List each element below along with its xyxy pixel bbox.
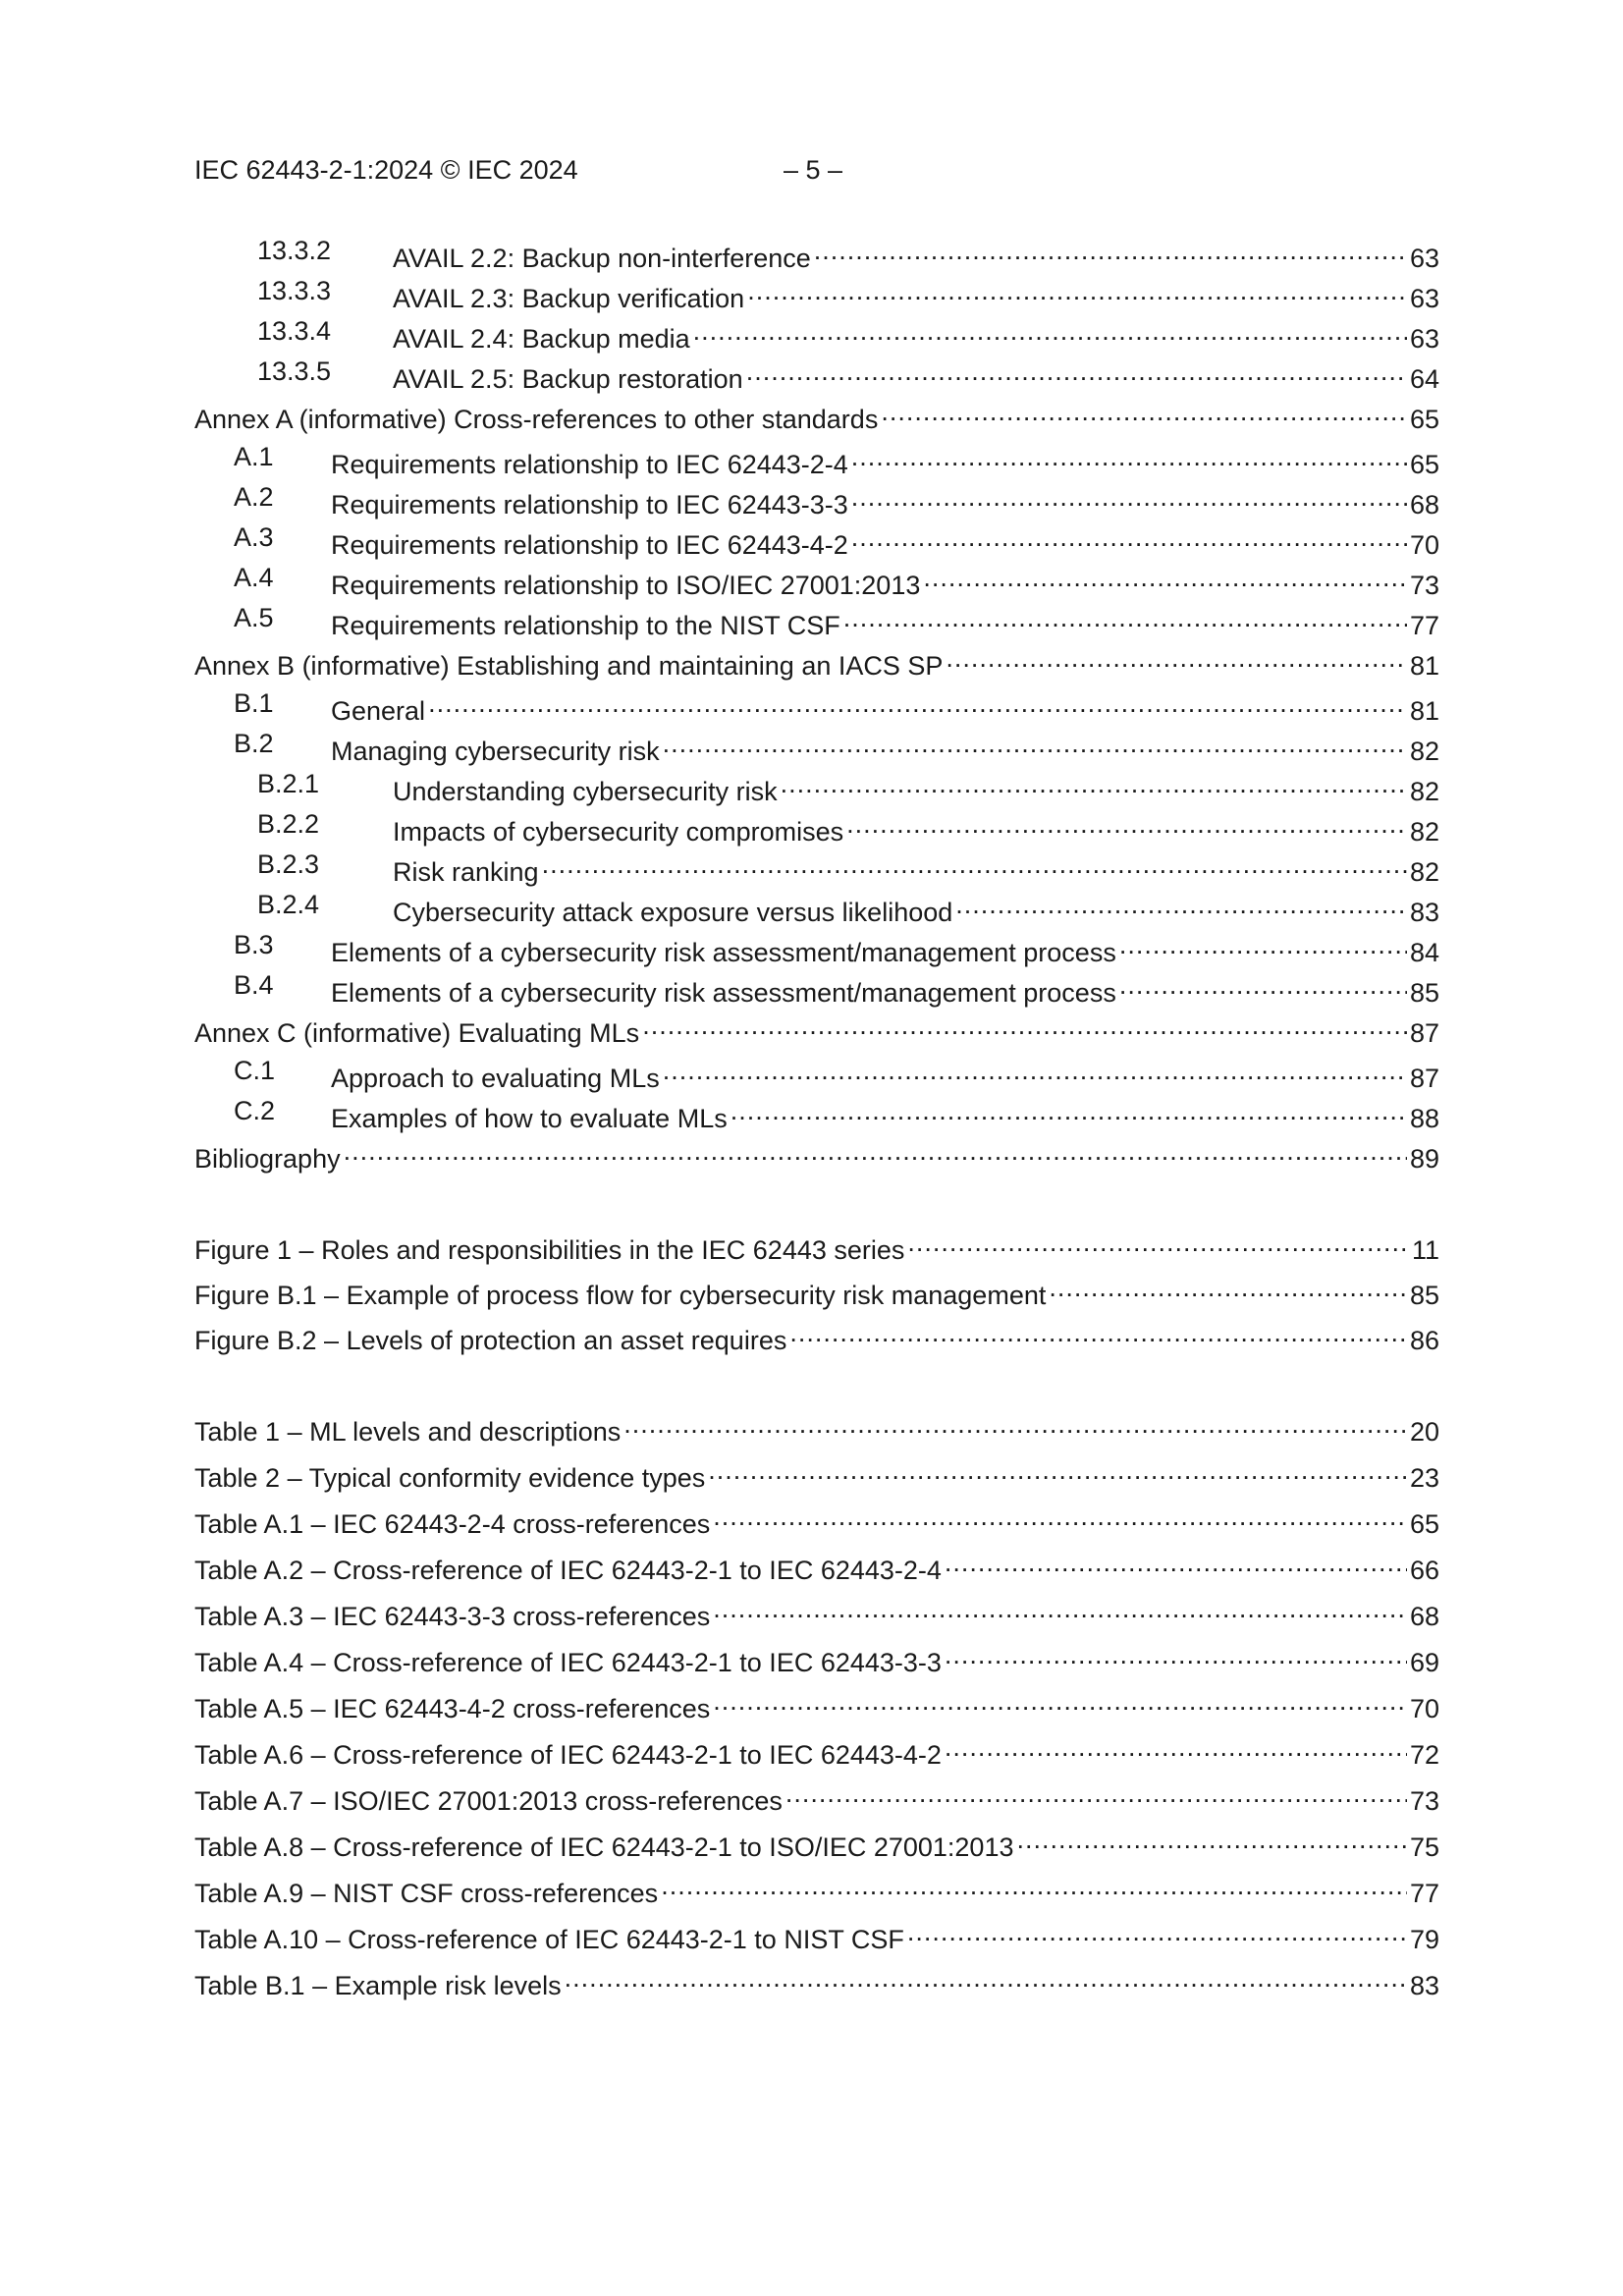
toc-entry[interactable]: [194, 641, 1439, 681]
tables-entry[interactable]: [194, 1453, 1439, 1493]
entry-title: Annex A (informative) Cross-references to other standards: [194, 405, 879, 434]
dot-leader: [713, 1684, 1407, 1718]
entry-title: Table A.7 – ISO/IEC 27001:2013 cross-references: [194, 1786, 783, 1816]
dot-leader: [851, 440, 1407, 473]
entry-title: Risk ranking: [393, 857, 539, 887]
entry-page-number: 20: [1409, 1417, 1439, 1447]
dot-leader: [661, 1869, 1407, 1902]
entry-title: Understanding cybersecurity risk: [393, 777, 778, 806]
entry-number: A.4: [234, 563, 274, 592]
toc-entry[interactable]: [194, 395, 1439, 434]
dot-leader: [881, 395, 1407, 428]
dot-leader: [785, 1777, 1407, 1810]
entry-page-number: 88: [1409, 1104, 1439, 1133]
entry-page-number: 65: [1409, 450, 1439, 479]
dot-leader: [663, 1054, 1407, 1087]
toc-entry[interactable]: [194, 601, 1439, 640]
entry-number: 13.3.3: [257, 276, 332, 305]
toc-entry[interactable]: [194, 727, 1439, 766]
entry-title: Table A.3 – IEC 62443-3-3 cross-references: [194, 1602, 711, 1631]
entry-page-number: 82: [1409, 777, 1439, 806]
entry-page-number: 87: [1409, 1018, 1439, 1048]
entry-page-number: 68: [1409, 490, 1439, 519]
entry-number: A.1: [234, 442, 274, 471]
entry-page-number: 81: [1409, 651, 1439, 681]
dot-leader: [945, 1638, 1407, 1671]
toc-entry[interactable]: [194, 888, 1439, 927]
entry-title: AVAIL 2.3: Backup verification: [393, 284, 745, 313]
dot-leader: [851, 520, 1407, 554]
figures-entry[interactable]: [194, 1271, 1439, 1310]
figures-entry[interactable]: [194, 1226, 1439, 1265]
page-number: – 5 –: [784, 155, 843, 185]
toc-entry[interactable]: [194, 314, 1439, 354]
toc-entry[interactable]: [194, 686, 1439, 726]
entry-title: Annex C (informative) Evaluating MLs: [194, 1018, 640, 1048]
toc-entry[interactable]: [194, 847, 1439, 887]
dot-leader: [708, 1453, 1407, 1487]
toc-entry[interactable]: [194, 928, 1439, 967]
dot-leader: [1119, 928, 1407, 961]
tables-entry[interactable]: [194, 1869, 1439, 1908]
entry-page-number: 11: [1411, 1235, 1439, 1265]
tables-entry[interactable]: [194, 1546, 1439, 1585]
entry-number: C.2: [234, 1096, 276, 1125]
entry-number: B.2.1: [257, 769, 320, 798]
entry-title: Requirements relationship to the NIST CSF: [331, 611, 840, 640]
dot-leader: [814, 234, 1407, 267]
dot-leader: [781, 767, 1407, 800]
dot-leader: [565, 1961, 1407, 1995]
entry-page-number: 75: [1409, 1832, 1439, 1862]
toc-entry[interactable]: [194, 355, 1439, 394]
entry-page-number: 79: [1409, 1925, 1439, 1954]
entry-title: Cybersecurity attack exposure versus likelihood: [393, 898, 953, 927]
toc-entry[interactable]: [194, 1094, 1439, 1133]
entry-number: B.3: [234, 930, 274, 959]
entry-title: Figure B.1 – Example of process flow for cybersecurity risk management: [194, 1281, 1047, 1310]
entry-number: A.3: [234, 522, 274, 552]
entry-number: B.4: [234, 970, 274, 1000]
entry-title: Table A.9 – NIST CSF cross-references: [194, 1879, 659, 1908]
toc-entry[interactable]: [194, 520, 1439, 560]
toc-entry[interactable]: [194, 440, 1439, 479]
entry-page-number: 73: [1409, 1786, 1439, 1816]
entry-page-number: 77: [1409, 611, 1439, 640]
entry-title: Table A.6 – Cross-reference of IEC 62443-2-1 to IEC 62443-4-2: [194, 1740, 942, 1770]
dot-leader: [730, 1094, 1407, 1127]
entry-title: Impacts of cybersecurity compromises: [393, 817, 844, 847]
entry-title: Requirements relationship to IEC 62443-2-4: [331, 450, 848, 479]
entry-number: C.1: [234, 1056, 276, 1085]
entry-page-number: 81: [1409, 696, 1439, 726]
entry-title: Figure 1 – Roles and responsibilities in the IEC 62443 series: [194, 1235, 905, 1265]
dot-leader: [923, 561, 1407, 594]
entry-page-number: 66: [1409, 1556, 1439, 1585]
entry-page-number: 83: [1409, 898, 1439, 927]
entry-page-number: 69: [1409, 1648, 1439, 1677]
tables-entry[interactable]: [194, 1592, 1439, 1631]
entry-title: AVAIL 2.4: Backup media: [393, 324, 690, 354]
entry-page-number: 83: [1409, 1971, 1439, 2000]
entry-title: Requirements relationship to ISO/IEC 27001:2013: [331, 571, 921, 600]
entry-title: Elements of a cybersecurity risk assessment/management process: [331, 978, 1116, 1008]
entry-title: Requirements relationship to IEC 62443-4-2: [331, 530, 848, 560]
dot-leader: [843, 601, 1407, 634]
entry-title: Table A.8 – Cross-reference of IEC 62443-2-1 to ISO/IEC 27001:2013: [194, 1832, 1014, 1862]
entry-number: B.2.2: [257, 809, 320, 839]
entry-number: 13.3.2: [257, 236, 332, 265]
entry-title: Table A.1 – IEC 62443-2-4 cross-references: [194, 1509, 711, 1539]
entry-title: Figure B.2 – Levels of protection an asset requires: [194, 1326, 787, 1355]
entry-page-number: 86: [1409, 1326, 1439, 1355]
entry-page-number: 85: [1409, 978, 1439, 1008]
entry-page-number: 63: [1409, 244, 1439, 273]
toc-entry[interactable]: [194, 561, 1439, 600]
entry-title: Table 1 – ML levels and descriptions: [194, 1417, 622, 1447]
entry-title: Table 2 – Typical conformity evidence types: [194, 1463, 706, 1493]
entry-number: A.2: [234, 482, 274, 512]
entry-title: AVAIL 2.5: Backup restoration: [393, 364, 743, 394]
figures-entry[interactable]: [194, 1316, 1439, 1355]
dot-leader: [789, 1316, 1407, 1349]
dot-leader: [693, 314, 1407, 348]
dot-leader: [945, 1546, 1407, 1579]
entry-page-number: 23: [1409, 1463, 1439, 1493]
entry-page-number: 65: [1409, 405, 1439, 434]
entry-page-number: 89: [1409, 1144, 1439, 1174]
tables-entry[interactable]: [194, 1730, 1439, 1770]
toc-entry[interactable]: [194, 767, 1439, 806]
entry-title: Managing cybersecurity risk: [331, 737, 660, 766]
entry-number: B.2: [234, 729, 274, 758]
entry-number: 13.3.5: [257, 356, 332, 386]
entry-page-number: 82: [1409, 857, 1439, 887]
entry-title: Table A.5 – IEC 62443-4-2 cross-references: [194, 1694, 711, 1723]
dot-leader: [746, 355, 1407, 388]
dot-leader: [1049, 1271, 1407, 1304]
entry-page-number: 63: [1409, 284, 1439, 313]
entry-page-number: 82: [1409, 737, 1439, 766]
entry-page-number: 70: [1409, 1694, 1439, 1723]
dot-leader: [428, 686, 1407, 720]
entry-page-number: 68: [1409, 1602, 1439, 1631]
tables-entry[interactable]: [194, 1500, 1439, 1539]
entry-title: Table B.1 – Example risk levels: [194, 1971, 562, 2000]
entry-title: Elements of a cybersecurity risk assessment/management process: [331, 938, 1116, 967]
tables-entry[interactable]: [194, 1684, 1439, 1723]
dot-leader: [1016, 1823, 1406, 1856]
toc-entry[interactable]: [194, 807, 1439, 847]
entry-title: Bibliography: [194, 1144, 341, 1174]
entry-number: B.2.4: [257, 890, 320, 919]
toc-entry[interactable]: [194, 274, 1439, 313]
entry-number: B.2.3: [257, 849, 320, 879]
page-header: [194, 155, 843, 186]
entry-page-number: 82: [1409, 817, 1439, 847]
entry-page-number: 64: [1409, 364, 1439, 394]
tables-entry[interactable]: [194, 1777, 1439, 1816]
toc-entry[interactable]: [194, 1054, 1439, 1093]
entry-title: Table A.2 – Cross-reference of IEC 62443-2-1 to IEC 62443-2-4: [194, 1556, 942, 1585]
dot-leader: [851, 480, 1407, 514]
toc-entry[interactable]: [194, 1009, 1439, 1048]
toc-entry[interactable]: [194, 1134, 1439, 1174]
dot-leader: [713, 1592, 1407, 1625]
entry-title: Annex B (informative) Establishing and maintaining an IACS SP: [194, 651, 944, 681]
toc-entry[interactable]: [194, 480, 1439, 519]
dot-leader: [747, 274, 1407, 307]
dot-leader: [955, 888, 1407, 921]
dot-leader: [907, 1226, 1409, 1259]
entry-number: 13.3.4: [257, 316, 332, 346]
entry-title: Table A.10 – Cross-reference of IEC 62443-2-1 to NIST CSF: [194, 1925, 904, 1954]
dot-leader: [846, 807, 1407, 841]
entry-page-number: 63: [1409, 324, 1439, 354]
entry-page-number: 84: [1409, 938, 1439, 967]
entry-title: General: [331, 696, 426, 726]
tables-entry[interactable]: [194, 1638, 1439, 1677]
entry-page-number: 73: [1409, 571, 1439, 600]
document-title: IEC 62443-2-1:2024 © IEC 2024: [194, 155, 578, 185]
entry-title: Approach to evaluating MLs: [331, 1064, 660, 1093]
tables-entry[interactable]: [194, 1407, 1439, 1447]
toc-entry[interactable]: [194, 234, 1439, 273]
entry-title: Requirements relationship to IEC 62443-3-3: [331, 490, 848, 519]
entry-page-number: 77: [1409, 1879, 1439, 1908]
dot-leader: [945, 1730, 1407, 1764]
entry-number: A.5: [234, 603, 274, 632]
entry-title: Examples of how to evaluate MLs: [331, 1104, 728, 1133]
dot-leader: [642, 1009, 1407, 1042]
entry-page-number: 70: [1409, 530, 1439, 560]
dot-leader: [907, 1915, 1407, 1948]
entry-page-number: 87: [1409, 1064, 1439, 1093]
dot-leader: [623, 1407, 1407, 1441]
tables-entry[interactable]: [194, 1915, 1439, 1954]
tables-entry[interactable]: [194, 1823, 1439, 1862]
dot-leader: [713, 1500, 1407, 1533]
entry-title: Table A.4 – Cross-reference of IEC 62443-2-1 to IEC 62443-3-3: [194, 1648, 942, 1677]
entry-page-number: 65: [1409, 1509, 1439, 1539]
entry-page-number: 85: [1409, 1281, 1439, 1310]
entry-title: AVAIL 2.2: Backup non-interference: [393, 244, 811, 273]
dot-leader: [1119, 968, 1407, 1002]
dot-leader: [344, 1134, 1407, 1168]
entry-number: B.1: [234, 688, 274, 718]
toc-entry[interactable]: [194, 968, 1439, 1008]
dot-leader: [663, 727, 1407, 760]
dot-leader: [946, 641, 1407, 675]
tables-entry[interactable]: [194, 1961, 1439, 2000]
entry-page-number: 72: [1409, 1740, 1439, 1770]
dot-leader: [542, 847, 1407, 881]
